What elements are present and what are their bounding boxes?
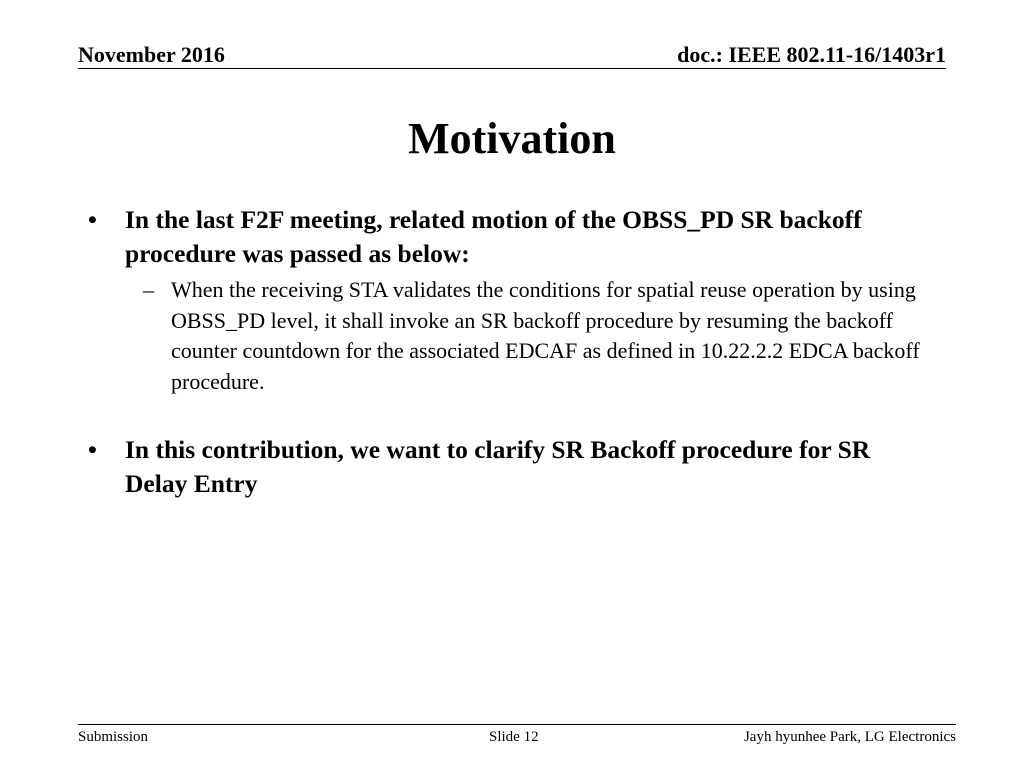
sub-bullet-item [88,275,938,397]
sub-bullet-text: When the receiving STA validates the conditions for spatial reuse operation by using OBSS_PD level, it shall invoke an SR backoff procedure by resuming the backoff counter countdown for the associated EDCAF as defined in 10.22.2.2 EDCA backoff procedure. [171,277,920,394]
bullet-marker: • [88,205,97,234]
sub-bullet-marker: – [143,277,154,302]
footer-submission: Submission [78,729,149,745]
bullet-text: In this contribution, we want to clarify SR Backoff procedure for SR Delay Entry [125,435,871,498]
slide-title: Motivation [408,114,616,163]
header-doc-id: doc.: IEEE 802.11-16/1403r1 [677,42,946,67]
bullet-item [88,203,938,271]
bullet-item [88,433,938,501]
slide-body [88,203,938,501]
bullet-marker: • [88,435,97,464]
bullet-text: In the last F2F meeting, related motion of the OBSS_PD SR backoff procedure was passed as below: [125,205,862,268]
footer-author: Jayh hyunhee Park, LG Electronics [743,729,956,745]
footer-divider [78,724,956,725]
header-divider [78,68,946,69]
header-date: November 2016 [78,42,225,67]
footer-slide-number: Slide 12 [489,729,539,745]
